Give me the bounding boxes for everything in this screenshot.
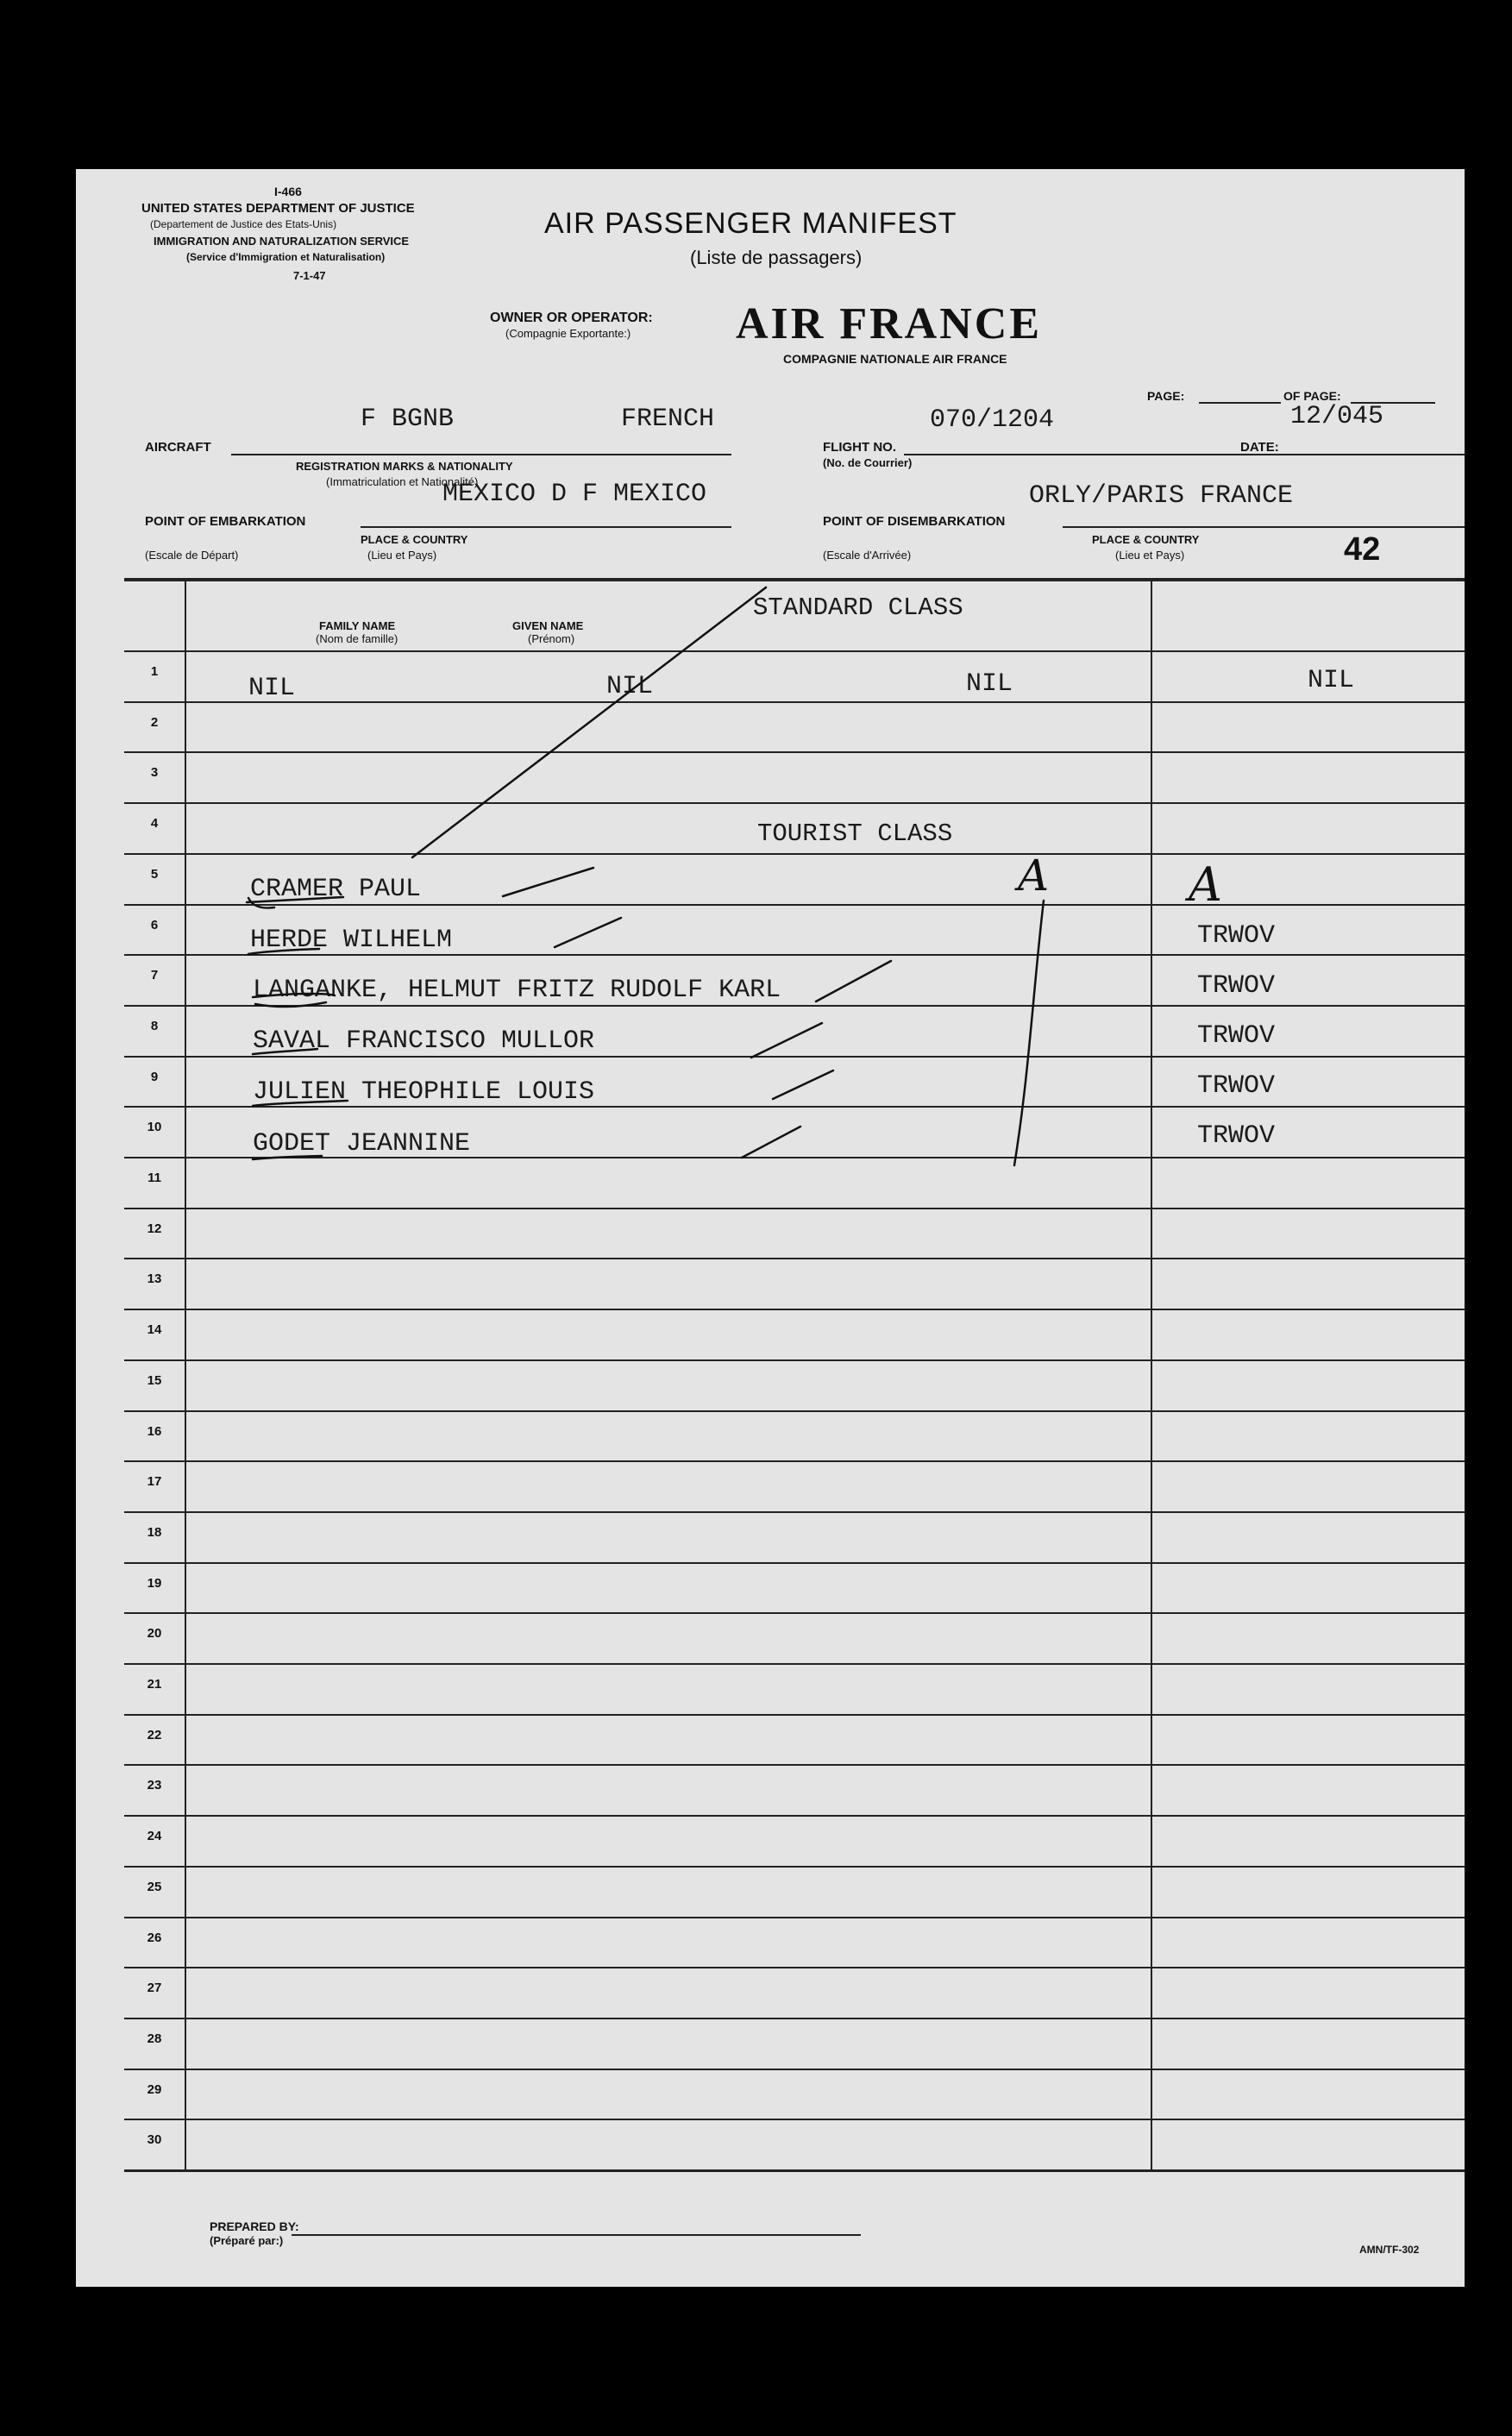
passenger-name: LANGANKE, HELMUT FRITZ RUDOLF KARL [253, 976, 781, 1005]
passenger-name: GODET JEANNINE [253, 1129, 471, 1158]
of-page-label: OF PAGE: [1283, 389, 1341, 403]
page-label: PAGE: [1147, 389, 1185, 403]
row-divider [124, 853, 1465, 855]
row-divider [124, 802, 1465, 804]
row-number: 27 [147, 1981, 162, 1995]
place-country-label: PLACE & COUNTRY [361, 533, 468, 546]
row-divider [124, 650, 1465, 652]
form-date: 7-1-47 [293, 269, 326, 282]
row-number: 23 [147, 1778, 162, 1792]
owner-label-fr: (Compagnie Exportante:) [505, 327, 631, 340]
row-number: 10 [147, 1120, 162, 1134]
row-number: 6 [150, 918, 159, 932]
row-number: 24 [147, 1829, 162, 1843]
flight-value: 070/1204 [930, 405, 1055, 435]
registration-label-fr: (Immatriculation et Nationalité) [326, 475, 479, 488]
prepared-by-label: PREPARED BY: [210, 2219, 299, 2233]
flight-label-fr: (No. de Courrier) [823, 456, 913, 469]
place-country-label-2: PLACE & COUNTRY [1092, 533, 1200, 546]
handwritten-mark: A [1018, 851, 1050, 901]
family-name-header: FAMILY NAME [319, 619, 396, 632]
row-divider [124, 2018, 1465, 2019]
manifest-sheet [76, 169, 1465, 2287]
row-divider [124, 1815, 1465, 1817]
row-divider [124, 1714, 1465, 1716]
row-number: 14 [147, 1322, 162, 1337]
row-number: 13 [147, 1271, 162, 1286]
family-name-header-fr: (Nom de famille) [316, 632, 398, 645]
row-divider [124, 1056, 1465, 1058]
flight-label: FLIGHT NO. [823, 440, 896, 455]
row-divider [124, 1258, 1465, 1259]
operator-name: AIR FRANCE [736, 299, 1042, 348]
row-number: 1 [150, 664, 159, 679]
given-name-header-fr: (Prénom) [528, 632, 575, 645]
embark-value: MEXICO D F MEXICO [442, 480, 707, 509]
row-number: 11 [147, 1171, 161, 1185]
row-divider [124, 1917, 1465, 1918]
row-divider [124, 1208, 1465, 1209]
row-number: 29 [147, 2082, 162, 2097]
row-number: 16 [147, 1424, 162, 1439]
row-divider [124, 1866, 1465, 1868]
row-divider [124, 1562, 1465, 1564]
row-number: 8 [150, 1019, 159, 1033]
passenger-name: JULIEN THEOPHILE LOUIS [253, 1077, 595, 1107]
row-number: 4 [150, 816, 159, 831]
owner-label: OWNER OR OPERATOR: [490, 311, 653, 325]
row1-col3: NIL [966, 669, 1013, 699]
given-name-header: GIVEN NAME [512, 619, 584, 632]
row-divider [124, 1612, 1465, 1614]
passenger-code: TRWOV [1197, 1121, 1276, 1151]
passenger-name: CRAMER PAUL [250, 875, 422, 904]
form-number: I-466 [274, 185, 302, 198]
department-name-fr: (Departement de Justice des Etats-Unis) [150, 218, 337, 230]
row-number: 30 [147, 2132, 162, 2147]
passenger-name: HERDE WILHELM [250, 926, 453, 955]
page-title-fr: (Liste de passagers) [690, 247, 863, 268]
row-divider [124, 904, 1465, 906]
place-country-label-fr: (Lieu et Pays) [367, 549, 437, 562]
row-divider [124, 1967, 1465, 1968]
row-number: 17 [147, 1474, 162, 1489]
row-number: 21 [147, 1677, 162, 1692]
aircraft-label: AIRCRAFT [145, 440, 211, 455]
passenger-code: TRWOV [1197, 971, 1276, 1001]
row-number: 9 [150, 1070, 159, 1084]
row1-col1: NIL [248, 674, 296, 703]
embark-label: POINT OF EMBARKATION [145, 514, 306, 529]
prepared-by-label-fr: (Préparé par:) [210, 2234, 284, 2247]
passenger-code: TRWOV [1197, 921, 1276, 951]
row-divider [124, 2069, 1465, 2070]
page-number-handwritten: 42 [1344, 531, 1381, 568]
row-number: 3 [150, 765, 159, 780]
registration-value: F BGNB [361, 405, 455, 434]
page-title: AIR PASSENGER MANIFEST [544, 207, 957, 240]
department-name: UNITED STATES DEPARTMENT OF JUSTICE [141, 201, 415, 216]
passenger-name: SAVAL FRANCISCO MULLOR [253, 1027, 595, 1056]
row-divider [124, 1460, 1465, 1462]
place-country-label-fr-2: (Lieu et Pays) [1115, 549, 1185, 562]
row-divider [124, 1410, 1465, 1412]
operator-subtitle: COMPAGNIE NATIONALE AIR FRANCE [783, 352, 1007, 366]
row-number: 22 [147, 1728, 162, 1742]
row-divider [124, 1663, 1465, 1665]
row-divider [124, 1309, 1465, 1310]
tourist-class-label: TOURIST CLASS [757, 819, 953, 848]
row-number: 28 [147, 2031, 162, 2046]
row-divider [124, 1511, 1465, 1513]
disembark-label: POINT OF DISEMBARKATION [823, 514, 1006, 529]
row-divider [124, 701, 1465, 703]
row1-col4: NIL [1308, 666, 1355, 695]
row-divider [124, 1764, 1465, 1766]
footer-code: AMN/TF-302 [1359, 2244, 1420, 2256]
embark-label-fr: (Escale de Départ) [145, 549, 239, 562]
standard-class-label: STANDARD CLASS [753, 593, 963, 622]
row-number: 26 [147, 1931, 162, 1945]
row-divider [124, 751, 1465, 753]
row-divider [124, 1005, 1465, 1007]
disembark-label-fr: (Escale d'Arrivée) [823, 549, 912, 562]
row-number: 18 [147, 1525, 162, 1540]
service-name: IMMIGRATION AND NATURALIZATION SERVICE [154, 235, 410, 248]
row-number: 7 [150, 968, 159, 983]
row-divider [124, 1359, 1465, 1361]
registration-label: REGISTRATION MARKS & NATIONALITY [296, 460, 513, 473]
row1-col2: NIL [606, 672, 654, 701]
row-number: 20 [147, 1626, 162, 1641]
row-number: 15 [147, 1373, 162, 1388]
passenger-code: TRWOV [1197, 1021, 1276, 1051]
date-value: 12/045 [1290, 402, 1384, 431]
row-number: 2 [150, 715, 159, 730]
disembark-value: ORLY/PARIS FRANCE [1029, 481, 1294, 511]
date-label: DATE: [1240, 440, 1279, 455]
row-number: 25 [147, 1880, 162, 1894]
passenger-code: TRWOV [1197, 1071, 1276, 1101]
passenger-code-handwritten: A [1189, 857, 1222, 912]
row-divider [124, 2119, 1465, 2120]
row-number: 19 [147, 1576, 162, 1591]
row-number: 5 [150, 867, 159, 882]
service-name-fr: (Service d'Immigration et Naturalisation) [186, 251, 386, 263]
row-number: 12 [147, 1221, 162, 1236]
nationality-value: FRENCH [621, 405, 715, 434]
